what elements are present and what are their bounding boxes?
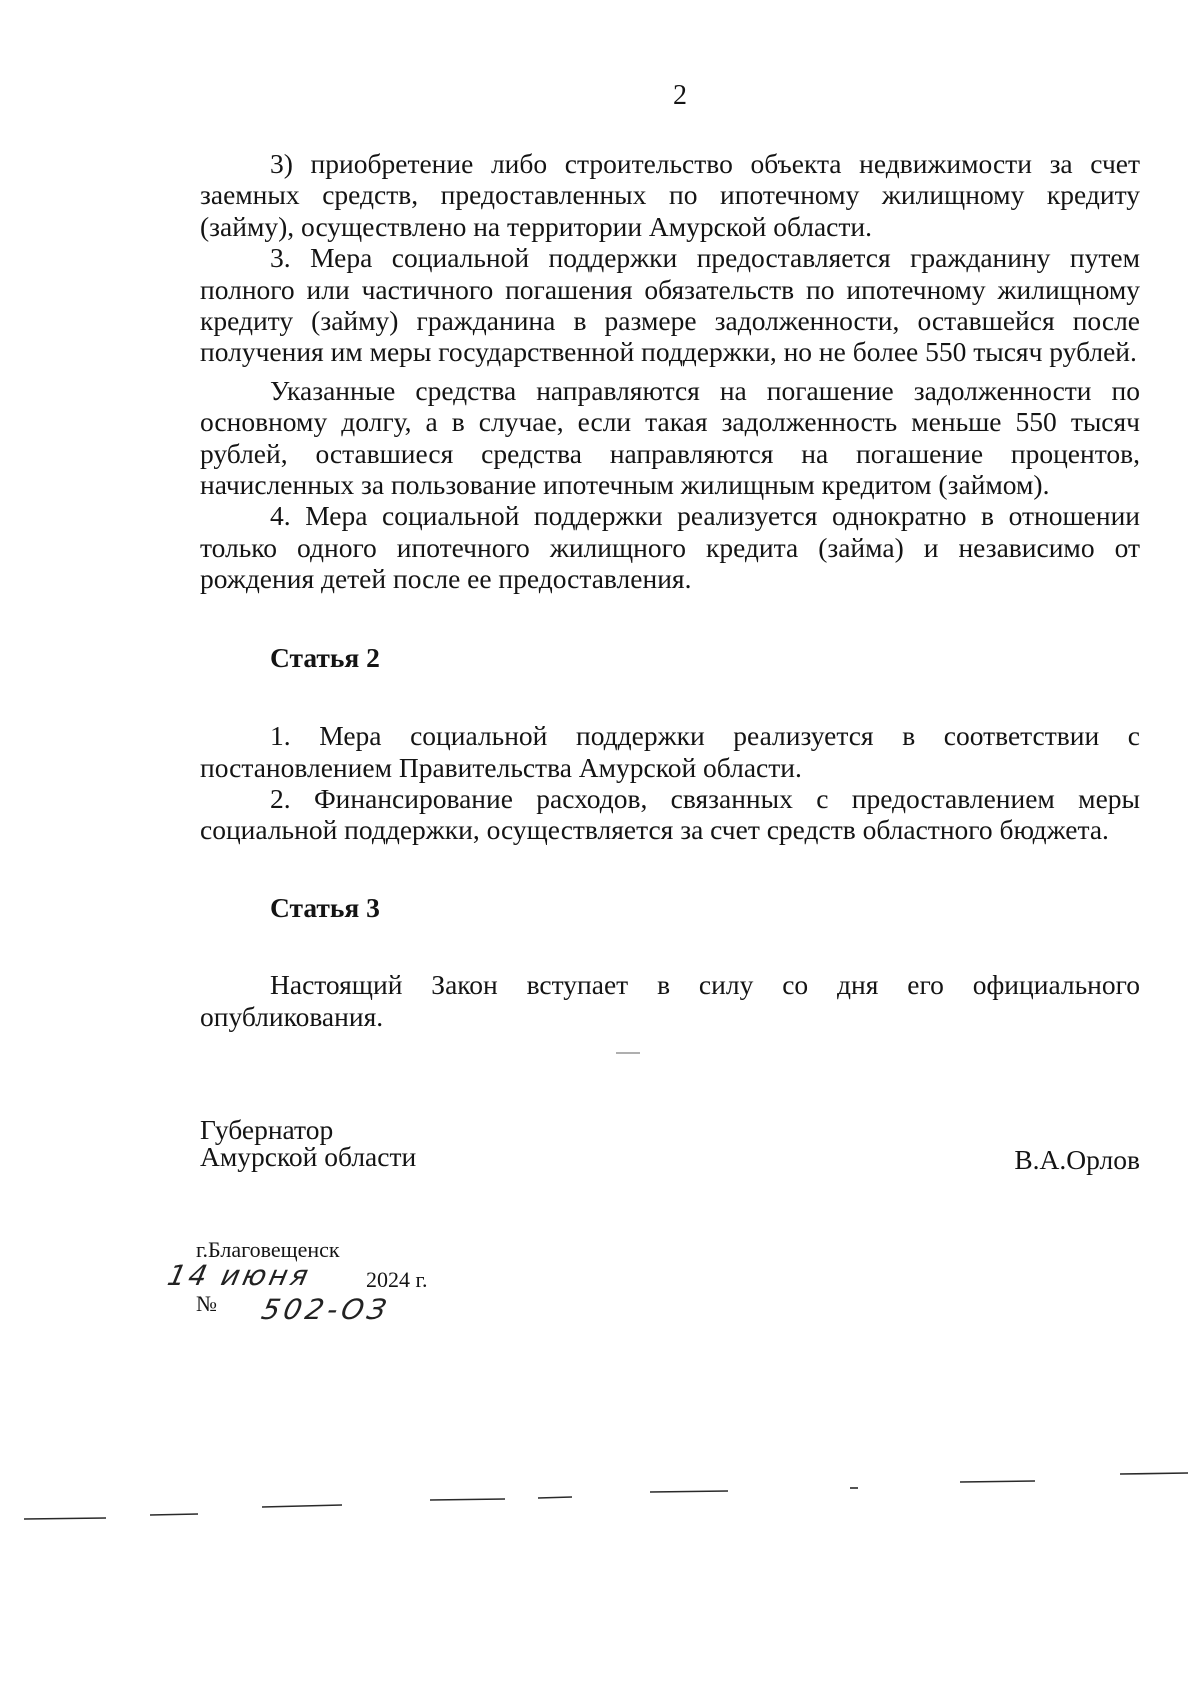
date-line bbox=[164, 1259, 428, 1292]
paragraph-point-3: 3. Мера социальной поддержки предоставляется гражданину путем полного или частичного погашения обязательств по ипотечному жилищному кредиту (займу) гражданина в размере задолженности, оставшейся после получения им меры государственной поддержки, но не более 550 тысяч рублей. bbox=[200, 242, 1140, 368]
signature-block bbox=[200, 1114, 1140, 1175]
scan-line bbox=[24, 1518, 106, 1519]
article-2-heading: Статья 2 bbox=[270, 641, 380, 673]
scan-line bbox=[538, 1497, 572, 1498]
law-body bbox=[200, 148, 1140, 1032]
number-line bbox=[196, 1291, 394, 1326]
article-2-point-1: 1. Мера социальной поддержки реализуется в соответствии с постановлением Правительства Амурской области. bbox=[200, 720, 1140, 783]
article-2-point-2: 2. Финансирование расходов, связанных с предоставлением меры социальной поддержки, осуществляется за счет средств областного бюджета. bbox=[200, 782, 1140, 846]
scan-line bbox=[150, 1514, 198, 1515]
handwritten-date: 14 июня bbox=[164, 1259, 315, 1292]
article-3-text: Настоящий Закон вступает в силу со дня его официального опубликования. bbox=[200, 969, 1140, 1032]
scan-line bbox=[430, 1499, 505, 1500]
signatory-role-line-1: Губернатор bbox=[200, 1114, 334, 1145]
paragraph-point-4: 4. Мера социальной поддержки реализуется однократно в отношении только одного ипотечного жилищного кредита (займа) и независимо от рождения детей после ее предоставления. bbox=[200, 500, 1140, 595]
scan-line bbox=[960, 1481, 1035, 1482]
place-date-number-block bbox=[164, 1237, 428, 1326]
scan-line bbox=[650, 1491, 728, 1492]
date-year: 2024 г. bbox=[366, 1267, 428, 1292]
signatory-name: В.А.Орлов bbox=[1014, 1144, 1140, 1175]
page-number: 2 bbox=[673, 80, 687, 111]
city-name: г.Благовещенск bbox=[196, 1237, 340, 1262]
handwritten-law-number: 502-ОЗ bbox=[258, 1293, 394, 1326]
number-sign: № bbox=[196, 1291, 217, 1316]
article-3-heading: Статья 3 bbox=[270, 891, 380, 923]
paragraph-item-3: 3) приобретение либо строительство объекта недвижимости за счет заемных средств, предоставленных по ипотечному жилищному кредиту (займу), осуществлено на территории Амурской области. bbox=[200, 148, 1140, 242]
signatory-role-line-2: Амурской области bbox=[200, 1141, 417, 1172]
scan-line bbox=[262, 1505, 342, 1507]
scan-line bbox=[1120, 1473, 1188, 1474]
paragraph-funds-direction: Указанные средства направляются на погашение задолженности по основному долгу, а в случае, если такая задолженность меньше 550 тысяч рублей, оставшиеся средства направляются на погашение процентов, начисленных за пользование ипотечным жилищным кредитом (займом). bbox=[200, 374, 1140, 501]
